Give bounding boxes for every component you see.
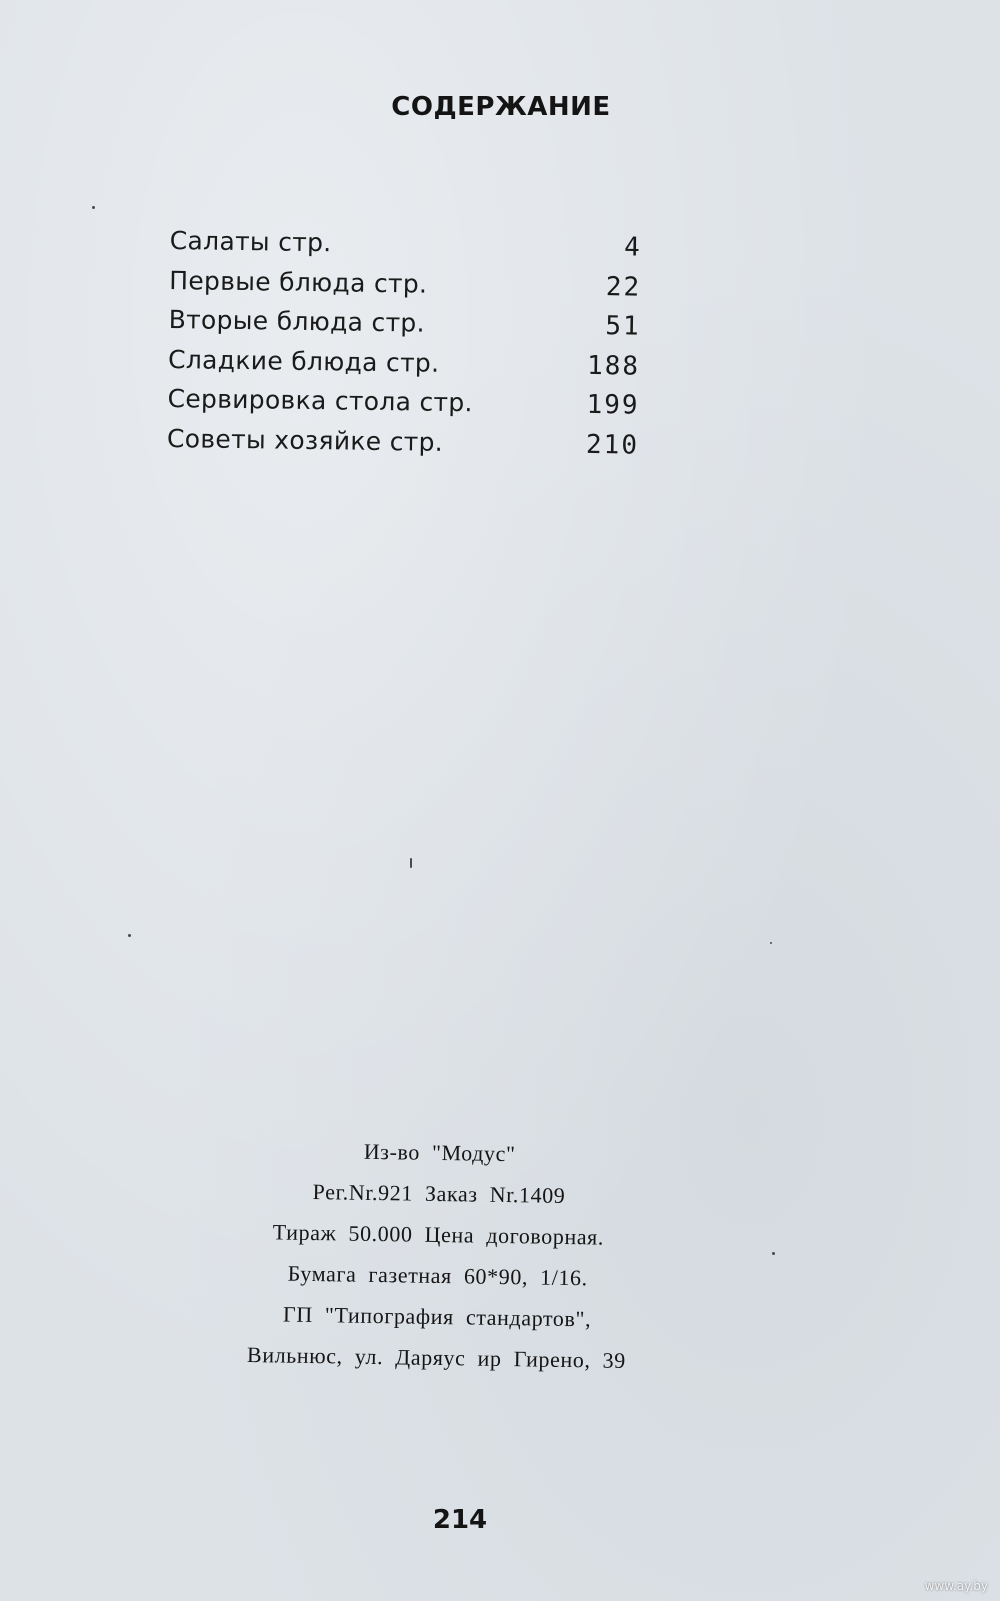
imprint-print-run: Тираж 50.000 Цена договорная. [272, 1219, 605, 1250]
toc-entry-page: 188 [586, 350, 641, 382]
paper-speck [770, 942, 772, 944]
paper-speck [92, 206, 95, 209]
paper-speck [772, 1252, 775, 1255]
table-of-contents [167, 226, 642, 470]
imprint-address: Вильнюс, ул. Даряус ир Гирено, 39 [246, 1341, 627, 1373]
publisher-imprint [186, 1128, 690, 1382]
toc-entry-label: Сладкие блюда стр. [167, 344, 440, 378]
paper-speck [410, 858, 412, 868]
toc-entry-page: 210 [585, 429, 640, 461]
toc-entry [169, 226, 642, 272]
toc-entry-label: Вторые блюда стр. [168, 304, 426, 338]
toc-entry-page: 199 [586, 389, 640, 421]
toc-entry-label: Советы хозяйке стр. [166, 423, 444, 457]
imprint-paper: Бумага газетная 60*90, 1/16. [287, 1260, 588, 1291]
toc-entry [168, 344, 641, 390]
toc-entry-label: Сервировка стола стр. [167, 383, 473, 418]
watermark: www.ay.by [924, 1579, 988, 1593]
page-number: 214 [432, 1505, 488, 1535]
page-title: СОДЕРЖАНИЕ [391, 92, 611, 122]
toc-entry-page: 4 [623, 232, 642, 263]
toc-entry-label: Салаты стр. [169, 226, 332, 258]
imprint-publisher: Из-во "Модус" [363, 1138, 516, 1167]
toc-entry [169, 265, 642, 311]
toc-entry-page: 51 [605, 311, 641, 342]
toc-entry [167, 384, 640, 430]
toc-entry-page: 22 [605, 271, 642, 303]
imprint-registration: Рег.Nr.921 Заказ Nr.1409 [312, 1179, 566, 1208]
imprint-printer: ГП "Типография стандартов", [282, 1301, 592, 1332]
toc-entry [167, 423, 640, 469]
toc-entry [168, 305, 641, 351]
paper-speck [128, 934, 131, 937]
toc-entry-label: Первые блюда стр. [169, 265, 428, 299]
